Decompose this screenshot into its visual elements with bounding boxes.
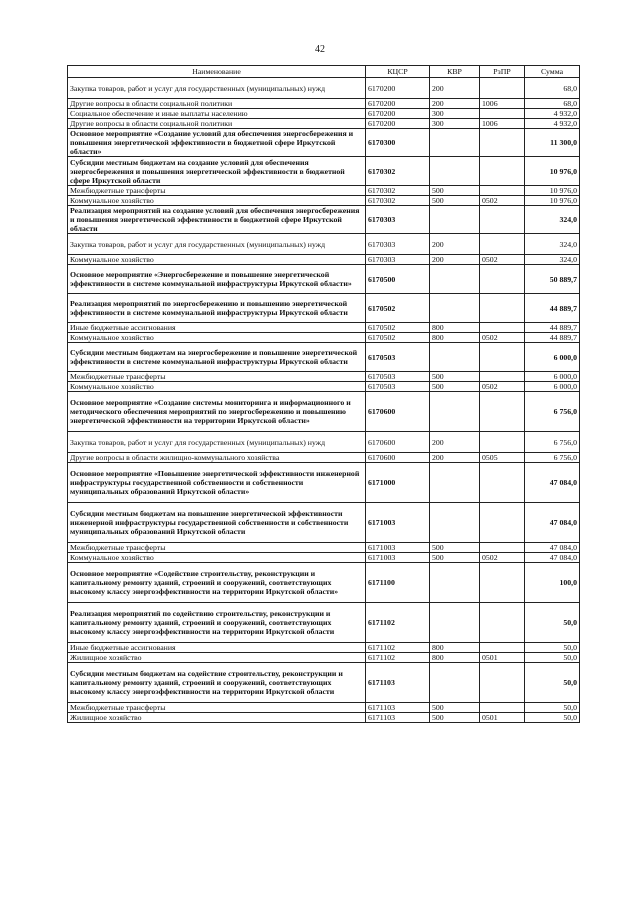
table-row (68, 713, 580, 723)
row-kcsr-cell: 6170600 (366, 392, 430, 432)
row-rzpr-cell: 0501 (480, 713, 525, 723)
table-row (68, 453, 580, 463)
row-rzpr-cell (480, 643, 525, 653)
row-kcsr-cell: 6171103 (366, 663, 430, 703)
row-rzpr-cell: 0502 (480, 255, 525, 265)
row-kvr-cell: 500 (430, 543, 480, 553)
row-name-cell: Реализация мероприятий на создание условий для обеспечения энергосбережения и повышения энергетической эффективности в бюджетной сфере Иркутской области (68, 206, 366, 234)
table-row (68, 543, 580, 553)
table-row (68, 432, 580, 453)
table-header-row (68, 66, 580, 78)
row-name-cell: Основное мероприятие «Повышение энергетической эффективности инженерной инфраструктуры государственной собственности и собственности муниципальных образований Иркутской области» (68, 463, 366, 503)
row-sum-cell: 324,0 (525, 206, 580, 234)
row-name-cell: Закупка товаров, работ и услуг для государственных (муниципальных) нужд (68, 78, 366, 99)
row-name-cell: Межбюджетные трансферты (68, 186, 366, 196)
row-kcsr-cell: 6171000 (366, 463, 430, 503)
row-name-cell: Закупка товаров, работ и услуг для государственных (муниципальных) нужд (68, 234, 366, 255)
row-kcsr-cell: 6171003 (366, 503, 430, 543)
row-kcsr-cell: 6170302 (366, 186, 430, 196)
row-kvr-cell: 800 (430, 323, 480, 333)
row-name-cell: Коммунальное хозяйство (68, 382, 366, 392)
row-kcsr-cell: 6170503 (366, 372, 430, 382)
row-sum-cell: 4 932,0 (525, 109, 580, 119)
row-sum-cell: 324,0 (525, 234, 580, 255)
table-row (68, 503, 580, 543)
row-kvr-cell (430, 603, 480, 643)
row-kcsr-cell: 6170600 (366, 432, 430, 453)
row-kvr-cell (430, 563, 480, 603)
row-sum-cell: 10 976,0 (525, 186, 580, 196)
row-kvr-cell (430, 343, 480, 372)
row-kvr-cell: 200 (430, 255, 480, 265)
row-rzpr-cell: 0505 (480, 453, 525, 463)
row-sum-cell: 50,0 (525, 643, 580, 653)
table-row (68, 109, 580, 119)
row-rzpr-cell (480, 463, 525, 503)
row-name-cell: Межбюджетные трансферты (68, 703, 366, 713)
row-kvr-cell: 500 (430, 382, 480, 392)
table-row (68, 78, 580, 99)
row-name-cell: Основное мероприятие «Содействие строительству, реконструкции и капитальному ремонту зданий, строений и сооружений, соответствующих высокому классу энергоэффективности на территории Иркутской области» (68, 563, 366, 603)
row-sum-cell: 4 932,0 (525, 119, 580, 129)
row-sum-cell: 50 889,7 (525, 265, 580, 294)
row-rzpr-cell: 0502 (480, 196, 525, 206)
table-body (68, 78, 580, 723)
row-rzpr-cell (480, 129, 525, 157)
row-name-cell: Жилищное хозяйство (68, 653, 366, 663)
row-kcsr-cell: 6171102 (366, 603, 430, 643)
row-kcsr-cell: 6170303 (366, 255, 430, 265)
row-kcsr-cell: 6170200 (366, 78, 430, 99)
row-sum-cell: 50,0 (525, 703, 580, 713)
row-kvr-cell: 200 (430, 234, 480, 255)
row-rzpr-cell (480, 543, 525, 553)
row-rzpr-cell (480, 234, 525, 255)
column-header-kvr: КВР (430, 66, 480, 78)
table-row (68, 382, 580, 392)
row-sum-cell: 68,0 (525, 99, 580, 109)
column-header-sum: Сумма (525, 66, 580, 78)
table-row (68, 563, 580, 603)
table-row (68, 323, 580, 333)
row-sum-cell: 100,0 (525, 563, 580, 603)
table-row (68, 703, 580, 713)
row-sum-cell: 47 084,0 (525, 463, 580, 503)
row-kcsr-cell: 6171102 (366, 653, 430, 663)
row-kvr-cell: 200 (430, 99, 480, 109)
row-kvr-cell: 200 (430, 453, 480, 463)
row-name-cell: Реализация мероприятий по энергосбережению и повышению энергетической эффективности в системе коммунальной инфраструктуры Иркутской области (68, 294, 366, 323)
budget-table (67, 65, 580, 723)
table-row (68, 333, 580, 343)
row-kcsr-cell: 6170600 (366, 453, 430, 463)
row-sum-cell: 10 976,0 (525, 157, 580, 186)
row-kcsr-cell: 6171102 (366, 643, 430, 653)
row-rzpr-cell (480, 503, 525, 543)
row-name-cell: Иные бюджетные ассигнования (68, 323, 366, 333)
row-kvr-cell: 500 (430, 703, 480, 713)
row-rzpr-cell: 0502 (480, 333, 525, 343)
row-name-cell: Коммунальное хозяйство (68, 196, 366, 206)
table-row (68, 372, 580, 382)
row-kvr-cell: 300 (430, 109, 480, 119)
row-name-cell: Иные бюджетные ассигнования (68, 643, 366, 653)
row-kcsr-cell: 6170200 (366, 109, 430, 119)
row-sum-cell: 44 889,7 (525, 333, 580, 343)
row-kvr-cell: 500 (430, 553, 480, 563)
row-kcsr-cell: 6170300 (366, 129, 430, 157)
row-rzpr-cell (480, 265, 525, 294)
row-sum-cell: 68,0 (525, 78, 580, 99)
row-kcsr-cell: 6170200 (366, 119, 430, 129)
row-name-cell: Другие вопросы в области социальной политики (68, 119, 366, 129)
row-kvr-cell: 300 (430, 119, 480, 129)
row-kcsr-cell: 6170303 (366, 234, 430, 255)
row-rzpr-cell (480, 323, 525, 333)
row-kvr-cell (430, 294, 480, 323)
row-name-cell: Межбюджетные трансферты (68, 543, 366, 553)
table-row (68, 343, 580, 372)
row-kcsr-cell: 6170503 (366, 382, 430, 392)
table-row (68, 196, 580, 206)
row-rzpr-cell (480, 603, 525, 643)
row-kvr-cell (430, 463, 480, 503)
row-name-cell: Другие вопросы в области жилищно-коммунального хозяйства (68, 453, 366, 463)
row-rzpr-cell (480, 78, 525, 99)
page-number: 42 (315, 44, 325, 55)
row-kcsr-cell: 6170303 (366, 206, 430, 234)
row-kvr-cell (430, 392, 480, 432)
row-kvr-cell (430, 503, 480, 543)
table-row (68, 206, 580, 234)
row-rzpr-cell: 0501 (480, 653, 525, 663)
row-kcsr-cell: 6170503 (366, 343, 430, 372)
row-kcsr-cell: 6171103 (366, 713, 430, 723)
row-kvr-cell: 500 (430, 713, 480, 723)
row-sum-cell: 44 889,7 (525, 323, 580, 333)
row-rzpr-cell: 0502 (480, 553, 525, 563)
row-kvr-cell: 500 (430, 372, 480, 382)
row-name-cell: Межбюджетные трансферты (68, 372, 366, 382)
row-kcsr-cell: 6171103 (366, 703, 430, 713)
table-row (68, 392, 580, 432)
row-sum-cell: 50,0 (525, 663, 580, 703)
row-name-cell: Другие вопросы в области социальной политики (68, 99, 366, 109)
row-kcsr-cell: 6170302 (366, 196, 430, 206)
row-kvr-cell (430, 663, 480, 703)
row-kcsr-cell: 6171003 (366, 543, 430, 553)
table-row (68, 99, 580, 109)
row-kcsr-cell: 6170200 (366, 99, 430, 109)
column-header-kcsr: КЦСР (366, 66, 430, 78)
row-name-cell: Субсидии местным бюджетам на повышение энергетической эффективности инженерной инфраструктуры государственной собственности и собственности муниципальных образований Иркутской области (68, 503, 366, 543)
row-kcsr-cell: 6170502 (366, 294, 430, 323)
row-kvr-cell (430, 265, 480, 294)
table-row (68, 603, 580, 643)
row-sum-cell: 324,0 (525, 255, 580, 265)
table-row (68, 653, 580, 663)
row-sum-cell: 6 756,0 (525, 392, 580, 432)
table-row (68, 643, 580, 653)
row-name-cell: Социальное обеспечение и иные выплаты населению (68, 109, 366, 119)
row-kvr-cell: 200 (430, 432, 480, 453)
table-row (68, 265, 580, 294)
row-kcsr-cell: 6170502 (366, 333, 430, 343)
row-name-cell: Основное мероприятие «Создание условий для обеспечения энергосбережения и повышения энергетической эффективности в бюджетной сфере Иркутской области» (68, 129, 366, 157)
row-rzpr-cell (480, 563, 525, 603)
row-rzpr-cell: 0502 (480, 382, 525, 392)
row-kvr-cell: 800 (430, 643, 480, 653)
table-row (68, 157, 580, 186)
row-kcsr-cell: 6171100 (366, 563, 430, 603)
row-rzpr-cell (480, 109, 525, 119)
row-sum-cell: 47 084,0 (525, 553, 580, 563)
row-name-cell: Коммунальное хозяйство (68, 333, 366, 343)
row-sum-cell: 44 889,7 (525, 294, 580, 323)
row-kvr-cell: 200 (430, 78, 480, 99)
row-name-cell: Основное мероприятие «Энергосбережение и повышение энергетической эффективности в системе коммунальной инфраструктуры Иркутской области» (68, 265, 366, 294)
row-name-cell: Коммунальное хозяйство (68, 553, 366, 563)
row-rzpr-cell (480, 206, 525, 234)
row-rzpr-cell (480, 703, 525, 713)
row-name-cell: Основное мероприятие «Создание системы мониторинга и информационного и методического обеспечения мероприятий по энергосбережению и повышению энергетической эффективности на территории Иркутской области» (68, 392, 366, 432)
row-kvr-cell: 500 (430, 186, 480, 196)
row-name-cell: Субсидии местным бюджетам на энергосбережение и повышение энергетической эффективности в системе коммунальной инфраструктуры Иркутской области (68, 343, 366, 372)
row-sum-cell: 47 084,0 (525, 503, 580, 543)
row-rzpr-cell (480, 343, 525, 372)
row-sum-cell: 6 756,0 (525, 453, 580, 463)
row-sum-cell: 47 084,0 (525, 543, 580, 553)
row-name-cell: Реализация мероприятий по содействию строительству, реконструкции и капитальному ремонту зданий, строений и сооружений, соответствующих высокому классу энергоэффективности на территории Иркутской области (68, 603, 366, 643)
row-name-cell: Субсидии местным бюджетам на содействие строительству, реконструкции и капитальному ремонту зданий, строений и сооружений, соответствующих высокому классу энергоэффективности на территории Иркутской области (68, 663, 366, 703)
row-kvr-cell: 500 (430, 196, 480, 206)
table-row (68, 463, 580, 503)
table-row (68, 294, 580, 323)
row-kvr-cell: 800 (430, 333, 480, 343)
row-kvr-cell (430, 157, 480, 186)
row-sum-cell: 6 000,0 (525, 382, 580, 392)
row-rzpr-cell (480, 186, 525, 196)
row-sum-cell: 6 000,0 (525, 343, 580, 372)
table-row (68, 553, 580, 563)
row-sum-cell: 6 756,0 (525, 432, 580, 453)
row-name-cell: Коммунальное хозяйство (68, 255, 366, 265)
table-row (68, 186, 580, 196)
row-rzpr-cell (480, 294, 525, 323)
row-sum-cell: 11 300,0 (525, 129, 580, 157)
row-kcsr-cell: 6170500 (366, 265, 430, 294)
table-row (68, 129, 580, 157)
row-rzpr-cell (480, 432, 525, 453)
row-rzpr-cell (480, 663, 525, 703)
row-sum-cell: 50,0 (525, 603, 580, 643)
row-name-cell: Субсидии местным бюджетам на создание условий для обеспечения энергосбережения и повышения энергетической эффективности в бюджетной сфере Иркутской области (68, 157, 366, 186)
row-kcsr-cell: 6170502 (366, 323, 430, 333)
column-header-name: Наименование (68, 66, 366, 78)
row-kcsr-cell: 6170302 (366, 157, 430, 186)
row-sum-cell: 50,0 (525, 713, 580, 723)
row-rzpr-cell (480, 372, 525, 382)
row-rzpr-cell: 1006 (480, 119, 525, 129)
row-sum-cell: 50,0 (525, 653, 580, 663)
row-sum-cell: 6 000,0 (525, 372, 580, 382)
row-rzpr-cell (480, 392, 525, 432)
column-header-rzpr: РзПР (480, 66, 525, 78)
row-kcsr-cell: 6171003 (366, 553, 430, 563)
row-rzpr-cell: 1006 (480, 99, 525, 109)
table-row (68, 255, 580, 265)
table-row (68, 234, 580, 255)
row-rzpr-cell (480, 157, 525, 186)
row-name-cell: Жилищное хозяйство (68, 713, 366, 723)
row-kvr-cell (430, 206, 480, 234)
table-row (68, 119, 580, 129)
row-kvr-cell (430, 129, 480, 157)
table-row (68, 663, 580, 703)
row-kvr-cell: 800 (430, 653, 480, 663)
row-sum-cell: 10 976,0 (525, 196, 580, 206)
row-name-cell: Закупка товаров, работ и услуг для государственных (муниципальных) нужд (68, 432, 366, 453)
